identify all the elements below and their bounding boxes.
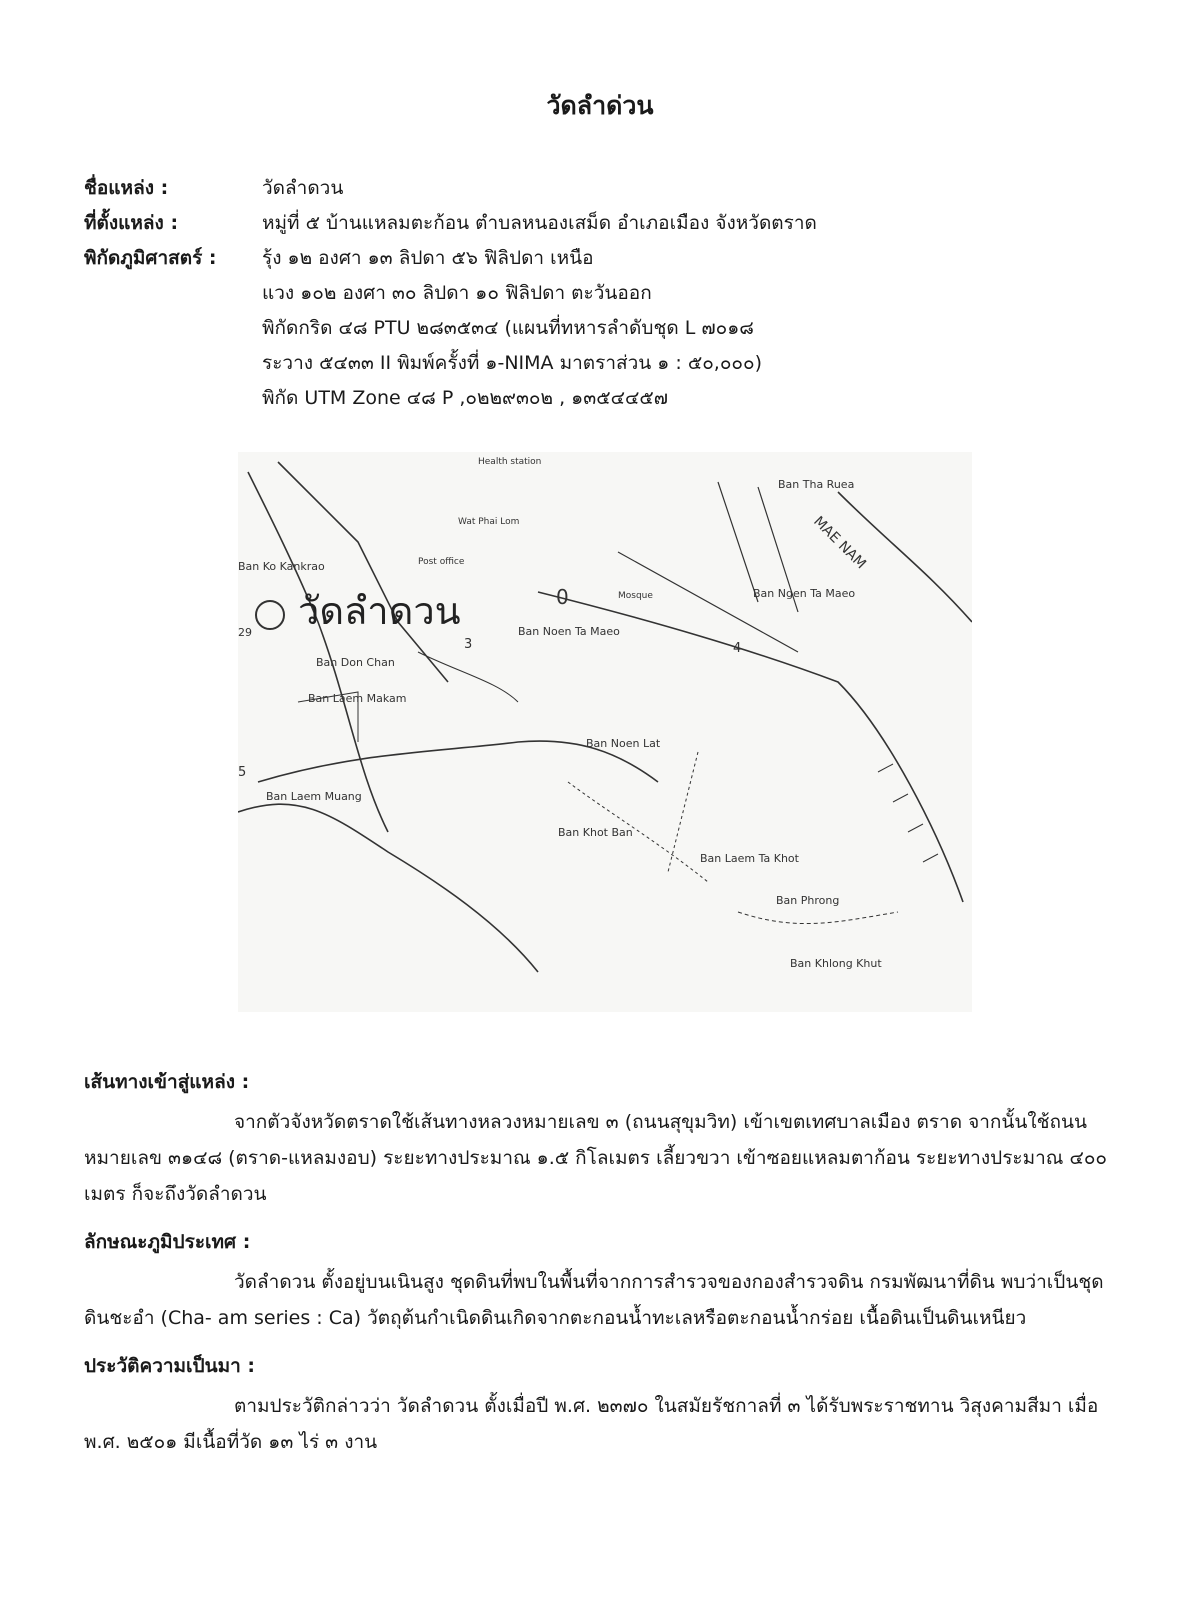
- map-label-grid-4: 4: [733, 641, 742, 656]
- map-label-ban-laem-makam: Ban Laem Makam: [308, 692, 407, 705]
- coordinate-utm: พิกัด UTM Zone ๔๘ P ,๐๒๒๙๓๐๒ , ๑๓๕๔๔๕๗: [262, 386, 669, 409]
- map-label-grid-3: 3: [464, 637, 473, 652]
- map-drawing: [238, 452, 972, 1012]
- info-label: ชื่อแหล่ง :: [84, 176, 169, 199]
- map-label-ban-ngen-ta-maeo: Ban Ngen Ta Maeo: [753, 587, 856, 600]
- map-label-ban-phrong: Ban Phrong: [776, 894, 840, 907]
- info-value: รุ้ง ๑๒ องศา ๑๓ ลิปดา ๕๖ ฟิลิปดา เหนือ: [262, 246, 594, 269]
- map-label-maenam: MAE NAM: [810, 513, 869, 573]
- section-body-terrain: วัดลำดวน ตั้งอยู่บนเนินสูง ชุดดินที่พบในพื้นที่จากการสำรวจของกองสำรวจดิน กรมพัฒนาที่ดิน พบว่าเป็นชุดดินชะอำ (Cha- am series : Ca) วัตถุต้นกำเนิดดินเกิดจากตะกอนน้ำทะเลหรือตะกอนน้ำกร่อย เนื้อดินเป็นดินเหนียว: [84, 1271, 1104, 1329]
- info-value: วัดลำดวน: [262, 176, 344, 199]
- page-title: วัดลำด่วน: [546, 91, 654, 120]
- map-label-ban-noen-lat: Ban Noen Lat: [586, 737, 661, 750]
- map-trails: [568, 752, 708, 882]
- info-row-location: [84, 205, 1134, 240]
- map-label-mosque: Mosque: [618, 591, 653, 601]
- section-heading-route: เส้นทางเข้าสู่แหล่ง :: [84, 1071, 250, 1093]
- map-road-southwest: [238, 804, 538, 972]
- map-label-ban-tha-ruea: Ban Tha Ruea: [778, 478, 855, 491]
- map-label-ban-laem-muang: Ban Laem Muang: [266, 790, 362, 803]
- map-label-health-station: Health station: [478, 457, 542, 467]
- document-sections: [84, 1064, 1124, 1460]
- map-label-ban-ko-kankrao: Ban Ko Kankrao: [238, 560, 325, 573]
- map-location-marker: [256, 601, 284, 629]
- map-label-ban-noen-ta-maeo: Ban Noen Ta Maeo: [518, 625, 620, 638]
- info-row-name: [84, 170, 1134, 205]
- section-body-history: ตามประวัติกล่าวว่า วัดลำดวน ตั้งเมื่อปี พ.ศ. ๒๓๗๐ ในสมัยรัชกาลที่ ๓ ได้รับพระราชทาน วิสุงคามสีมา เมื่อ พ.ศ. ๒๕๐๑ มีเนื้อที่วัด ๑๓ ไร่ ๓ งาน: [84, 1395, 1099, 1453]
- section-heading-terrain: ลักษณะภูมิประเทศ :: [84, 1231, 251, 1253]
- map-label-ban-don-chan: Ban Don Chan: [316, 656, 395, 669]
- map-label-grid-5: 5: [238, 765, 247, 780]
- section-heading-history: ประวัติความเป็นมา :: [84, 1355, 255, 1377]
- map-stream: [738, 912, 898, 924]
- coordinate-grid: พิกัดกริด ๔๘ PTU ๒๘๓๕๓๔ (แผนที่ทหารลำดับชุด L ๗๐๑๘: [262, 316, 754, 339]
- map-label-ban-khlong-khut: Ban Khlong Khut: [790, 957, 882, 970]
- map-label-ban-laem-ta-khot: Ban Laem Ta Khot: [700, 852, 799, 865]
- map-label-ban-khot-ban: Ban Khot Ban: [558, 826, 633, 839]
- map-label-wat-phai-lom: Wat Phai Lom: [458, 517, 520, 527]
- site-info: [84, 170, 1134, 415]
- info-value: หมู่ที่ ๕ บ้านแหลมตะก้อน ตำบลหนองเสม็ด อำเภอเมือง จังหวัดตราด: [262, 211, 817, 234]
- info-label: พิกัดภูมิศาสตร์ :: [84, 246, 217, 269]
- map-label-post-office: Post office: [418, 557, 465, 567]
- coordinate-longitude: แวง ๑๐๒ องศา ๓๐ ลิปดา ๑๐ ฟิลิปดา ตะวันออก: [262, 281, 652, 304]
- section-body-route: จากตัวจังหวัดตราดใช้เส้นทางหลวงหมายเลข ๓ (ถนนสุขุมวิท) เข้าเขตเทศบาลเมือง ตราด จากนั้นใช้ถนนหมายเลข ๓๑๔๘ (ตราด-แหลมงอบ) ระยะทางประมาณ ๑.๕ กิโลเมตร เลี้ยวขวา เข้าซอยแหลมตาก้อน ระยะทางประมาณ ๔๐๐ เมตร ก็จะถึงวัดลำดวน: [84, 1111, 1108, 1205]
- info-row-coordinates: [84, 240, 1134, 275]
- map-label-grid-29: 29: [238, 626, 252, 639]
- map-label-grid-0: 0: [556, 585, 569, 609]
- map-tracks: [618, 482, 798, 652]
- location-map: [238, 452, 972, 1012]
- map-label-wat: วัดลำดวน: [298, 589, 461, 633]
- coordinate-sheet: ระวาง ๕๔๓๓ II พิมพ์ครั้งที่ ๑-NIMA มาตราส่วน ๑ : ๕๐,๐๐๐): [262, 351, 763, 374]
- info-label: ที่ตั้งแหล่ง :: [84, 211, 179, 234]
- map-hatch: [878, 764, 938, 862]
